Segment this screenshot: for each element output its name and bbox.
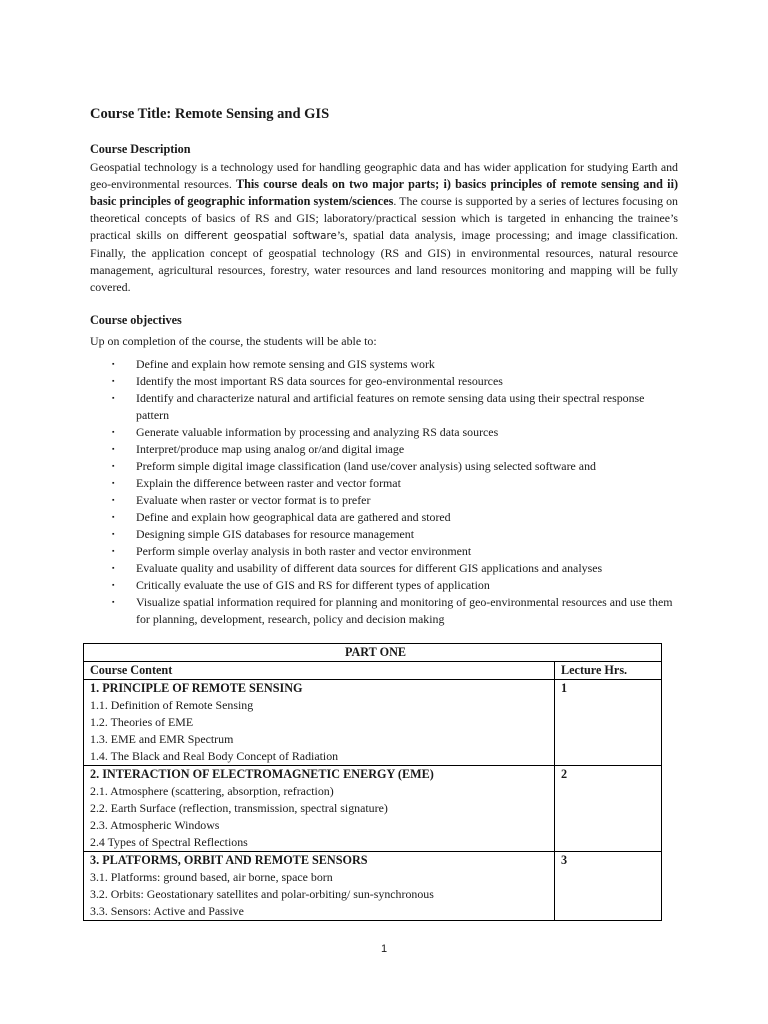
chapter-topic: 2.3. Atmospheric Windows <box>90 818 220 832</box>
bullet-icon: ▪ <box>112 462 115 470</box>
objective-item <box>90 458 678 475</box>
objective-text: Define and explain how geographical data are gathered and stored <box>136 510 451 524</box>
table-header-row <box>84 662 662 680</box>
chapter-title: 3. PLATFORMS, ORBIT AND REMOTE SENSORS <box>90 853 368 867</box>
bullet-icon: ▪ <box>112 377 115 385</box>
objective-text: Evaluate quality and usability of different data sources for different GIS applications and analyses <box>136 561 603 575</box>
chapter-topic: 2.4 Types of Spectral Reflections <box>90 835 248 849</box>
objective-text: Visualize spatial information required for planning and monitoring of geo-environmental resources and use them for planning, development, research, policy and decision making <box>136 595 673 626</box>
bullet-icon: ▪ <box>112 360 115 368</box>
table-part-row <box>84 644 662 662</box>
objective-text: Perform simple overlay analysis in both raster and vector environment <box>136 544 472 558</box>
objective-text: Critically evaluate the use of GIS and RS for different types of application <box>136 578 490 592</box>
bullet-icon: ▪ <box>112 428 115 436</box>
chapter-lecture-hours: 2 <box>555 766 662 852</box>
objective-item <box>90 390 678 424</box>
course-objectives-intro: Up on completion of the course, the students will be able to: <box>90 334 377 348</box>
page-number: 1 <box>380 943 388 955</box>
chapter-lecture-hours: 1 <box>555 680 662 766</box>
column-header-content: Course Content <box>84 662 555 680</box>
course-content-table <box>83 643 662 921</box>
description-software-phrase: different geospatial software <box>184 230 337 242</box>
objective-item <box>90 441 678 458</box>
course-title: Course Title: Remote Sensing and GIS <box>90 106 330 122</box>
course-objectives-heading: Course objectives <box>90 313 182 327</box>
chapter-row <box>84 852 662 921</box>
objective-item <box>90 373 678 390</box>
bullet-icon: ▪ <box>112 496 115 504</box>
objective-text: Explain the difference between raster and vector format <box>136 476 401 490</box>
chapter-topic: 3.2. Orbits: Geostationary satellites and polar-orbiting/ sun-synchronous <box>90 887 434 901</box>
chapter-row <box>84 766 662 852</box>
objective-item <box>90 594 678 628</box>
bullet-icon: ▪ <box>112 581 115 589</box>
objective-text: Identify the most important RS data sources for geo-environmental resources <box>136 374 503 388</box>
chapter-topic: 1.2. Theories of EME <box>90 715 194 729</box>
chapter-title: 2. INTERACTION OF ELECTROMAGNETIC ENERGY (EME) <box>90 767 434 781</box>
chapter-row <box>84 680 662 766</box>
objective-item <box>90 475 678 492</box>
chapter-title: 1. PRINCIPLE OF REMOTE SENSING <box>90 681 303 695</box>
objective-text: Preform simple digital image classification (land use/cover analysis) using selected software and <box>136 459 596 473</box>
chapter-content-cell <box>84 766 555 852</box>
objective-text: Generate valuable information by processing and analyzing RS data sources <box>136 425 499 439</box>
chapter-topic: 3.3. Sensors: Active and Passive <box>90 904 244 918</box>
objective-text: Evaluate when raster or vector format is to prefer <box>136 493 371 507</box>
objectives-list <box>90 356 678 628</box>
chapter-topic: 1.1. Definition of Remote Sensing <box>90 698 254 712</box>
chapter-topic: 2.1. Atmosphere (scattering, absorption, refraction) <box>90 784 334 798</box>
objective-item <box>90 492 678 509</box>
objective-item <box>90 424 678 441</box>
chapter-lecture-hours: 3 <box>555 852 662 921</box>
objective-text: Interpret/produce map using analog or/and digital image <box>136 442 405 456</box>
bullet-icon: ▪ <box>112 513 115 521</box>
chapter-topic: 1.4. The Black and Real Body Concept of Radiation <box>90 749 339 763</box>
objective-text: Define and explain how remote sensing and GIS systems work <box>136 357 435 371</box>
bullet-icon: ▪ <box>112 394 115 402</box>
chapter-topic: 2.2. Earth Surface (reflection, transmission, spectral signature) <box>90 801 388 815</box>
column-header-hours: Lecture Hrs. <box>555 662 662 680</box>
objective-item <box>90 526 678 543</box>
chapter-topic: 3.1. Platforms: ground based, air borne, space born <box>90 870 333 884</box>
description-part-1: Geospatial technology is a technology used for handling geographic data and has wider application for studying Earth and geo-environmental resources. <box>90 160 678 191</box>
bullet-icon: ▪ <box>112 479 115 487</box>
chapter-content-cell <box>84 852 555 921</box>
course-description-heading: Course Description <box>90 142 191 156</box>
description-part-2: . The course is supported by a series of lectures focusing on theoretical concepts of basics of RS and GIS; laboratory/practical session which is targeted in enhancing the trainee’s practical skills on <box>90 194 679 242</box>
description-part-3: ’s, spatial data analysis, image processing; and image classification. Finally, the application concept of geospatial technology (RS and GIS) in environmental resources, natural resource management, agricultural resources, forestry, water resources and land resources monitoring and mapping will be fully covered. <box>90 228 678 294</box>
course-description-text <box>90 159 678 296</box>
bullet-icon: ▪ <box>112 547 115 555</box>
objective-item <box>90 509 678 526</box>
objective-item <box>90 577 678 594</box>
part-title: PART ONE <box>84 644 662 662</box>
bullet-icon: ▪ <box>112 445 115 453</box>
description-bold-part: This course deals on two major parts; i) basics principles of remote sensing and ii) basic principles of geographic information system/sciences <box>90 177 679 208</box>
bullet-icon: ▪ <box>112 530 115 538</box>
bullet-icon: ▪ <box>112 598 115 606</box>
objective-text: Designing simple GIS databases for resource management <box>136 527 415 541</box>
chapter-topic: 1.3. EME and EMR Spectrum <box>90 732 234 746</box>
objective-text: Identify and characterize natural and artificial features on remote sensing data using their spectral response pattern <box>136 391 645 422</box>
bullet-icon: ▪ <box>112 564 115 572</box>
objective-item <box>90 356 678 373</box>
objective-item <box>90 543 678 560</box>
chapter-content-cell <box>84 680 555 766</box>
objective-item <box>90 560 678 577</box>
